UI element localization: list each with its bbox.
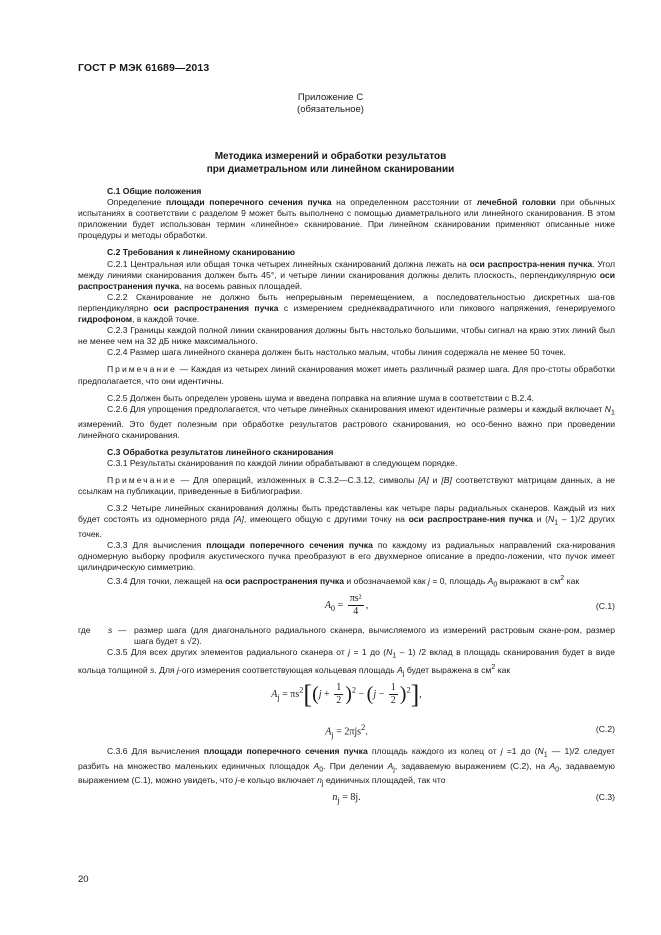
section-c1-paragraph: Определение площади поперечного сечения пучка на определенном расстоянии от лечебной головки при обычных испытаниях в соответствии с разделом 9 может быть выполнено с помощью диаметрального или линейного сканирования. В этом приложении будет использован термин «линейное» сканирование. При линейном сканировании применяют описанные ниже процедуры и методы обработки. (78, 197, 615, 241)
paragraph-c3-3: С.3.3 Для вычисления площади поперечного сечения пучка по каждому из радиальных направлений ска-нирования одномерную выборку профиля акустического пучка преобразуют в его двухмерное описание в предпо-ложении, что пучок имеет цилиндрическую симметрию. (78, 540, 615, 573)
note-label: Примечание (107, 364, 177, 375)
document-title (0, 150, 661, 176)
standard-header: ГОСТ Р МЭК 61689—2013 (78, 62, 210, 74)
paragraph-c3-5: С.3.5 Для всех других элементов радиального сканера от j = 1 до $(N_1 - 1)$ /2 вклад в площадь сканирования будет в виде кольца толщиной s. Для j-ого измерения соответствующая кольцевая площадь $A_j$ будет выражена в $см^2$ как (78, 647, 615, 678)
note-label: Примечание (107, 474, 177, 485)
where-definition: где s — размер шага (для диагонального радиального сканера, вычисляемого из измерений растровым скане-ром, размер шага будет s √2). (78, 625, 615, 647)
equation-c2: $A_j = 2\pi js^2$. (С.2) (325, 722, 615, 740)
note-c3: Примечание — Для операций, изложенных в С.3.2—С.3.12, символы [A] и [B] соответствуют матрицам данных, а не ссылкам на публикации, приведенные в Библиографии. (78, 474, 615, 496)
paragraph-c2-2: С.2.2 Сканирование не должно быть непрерывным перемещением, а последовательностью дискретных ша-гов перпендикулярно оси распространения пучка с измерением среднеквадратичного или пикового напряжения, генерируемого гидрофоном, в каждой точке. (78, 291, 616, 325)
section-c2-heading: С.2 Требования к линейному сканированию (107, 247, 295, 258)
paragraph-c3-1: С.3.1 Результаты сканирования по каждой линии обрабатывают в следующем порядке. (107, 457, 458, 468)
equation-c3: $n_j = 8j$. (С.3) (332, 792, 615, 806)
paragraph-c3-2: С.3.2 Четыре линейных сканирования должны быть представлены как четыре пары радиальных сканеров. Каждый из них будет состоять из одномерного ряда [A], имеющего общую с другими точку на оси распростране-ния пучка и $(N_1 - 1)/2$ других точек. (78, 503, 615, 539)
paragraph-c2-3: С.2.3 Границы каждой полной линии сканирования должны быть настолько большими, чтобы сигнал на краю этих линий был не менее чем на 32 дБ ниже максимального. (78, 325, 615, 347)
section-c3-heading: С.3 Обработка результатов линейного сканирования (107, 446, 334, 457)
paragraph-c2-5: С.2.5 Должен быть определен уровень шума и введена поправка на влияние шума в соответствии с В.2.4. (107, 392, 534, 403)
paragraph-c3-6: С.3.6 Для вычисления площади поперечного сечения пучка площадь каждого из колец от j =1 до ($N_1$ — 1)/2 следует разбить на множество маленьких единичных площадок $A_0$. При делении $A_j$, задаваемую выражением (С.2), на $A_0$, задаваемую выражением (С.1), можно увидеть, что j-е кольцо включает $n_j$ единичных площадей, так что (78, 745, 615, 789)
equation-label-c3: (С.3) (595, 792, 615, 803)
page-number: 20 (78, 874, 89, 885)
appendix-status: (обязательное) (297, 104, 364, 115)
section-c1-heading: С.1 Общие положения (107, 186, 202, 196)
equation-c2-expanded: $A_j = \pi s^2[(j$ + $\frac{1}{2}$ )$^2$ − (j − $\frac{1}{2}$ )$^2$], (271, 679, 422, 709)
document-body (78, 186, 615, 810)
equation-label-c1: (С.1) (595, 601, 615, 612)
paragraph-c3-4: С.3.4 Для точки, лежащей на оси распространения пучка и обозначаемой как j = 0, площадь $A_0$ выражают в $см^2$ как (107, 574, 580, 589)
note-c2: Примечание — Каждая из четырех линий сканирования может иметь различный размер шага. Для про-стоты обработки предполагается, что они идентичны. (78, 364, 615, 386)
paragraph-c2-4: С.2.4 Размер шага линейного сканера должен быть настолько малым, чтобы линия содержала не менее 50 точек. (107, 347, 566, 358)
title-line-1: Методика измерений и обработки результатов (214, 151, 447, 162)
equation-c1: $A_0$ = $\frac{\text{πs²}}{4}$ , (С.1) (324, 593, 615, 618)
title-line-2: при диаметральном или линейном сканировании (206, 164, 455, 175)
paragraph-c2-1: С.2.1 Центральная или общая точка четырех линейных сканирований должна лежать на оси распростра-нения пучка. Угол между линиями сканирования должен быть 45°, и четыре линии сканирования должны делить плоскость, перпендикулярную оси распространения пучка, на восемь равных площадей. (78, 258, 615, 291)
appendix-heading (0, 92, 661, 116)
appendix-title: Приложение С (297, 92, 364, 103)
paragraph-c2-6: С.2.6 Для упрощения предполагается, что четыре линейных сканирования имеют идентичные размеры и каждый включает $N_1$ измерений. Это будет полезным при обработке результатов растрового сканирования, но осо-бенно важно при проведении линейного сканирования. (78, 403, 615, 440)
equation-label-c2: (С.2) (595, 723, 615, 734)
